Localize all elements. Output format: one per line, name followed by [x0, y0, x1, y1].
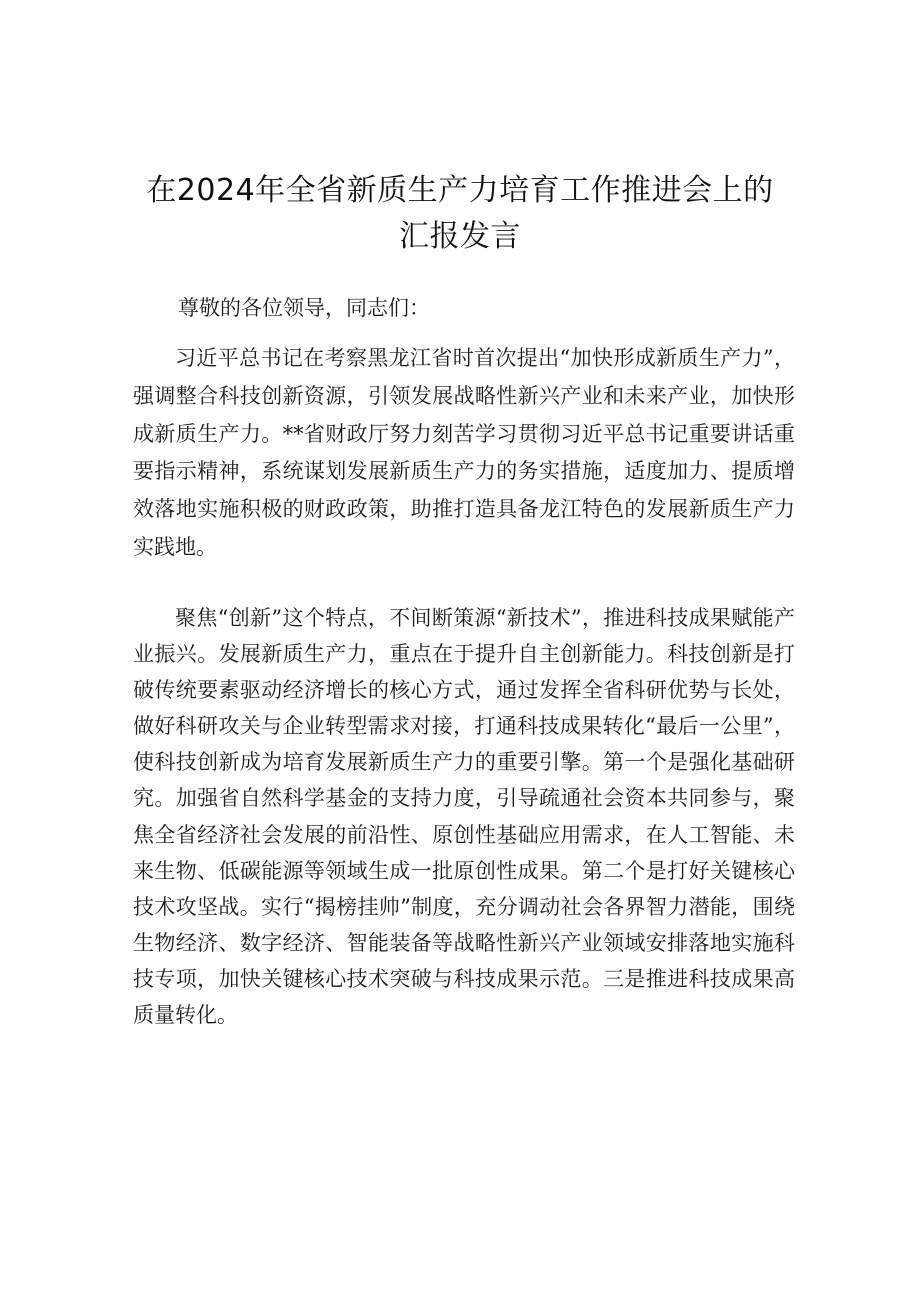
paragraph-2: 聚焦“创新”这个特点，不间断策源“新技术”，推进科技成果赋能产业振兴。发展新质生产力，重点在于提升自主创新能力。科技创新是打破传统要素驱动经济增长的核心方式，通过发挥全省科研优势与长处，做好科研攻关与企业转型需求对接，打通科技成果转化“最后一公里”，使科技创新成为培育发展新质生产力的重要引擎。第一个是强化基础研究。加强省自然科学基金的支持力度，引导疏通社会资本共同参与，聚焦全省经济社会发展的前沿性、原创性基础应用需求，在人工智能、未来生物、低碳能源等领域生成一批原创性成果。第二个是打好关键核心技术攻坚战。实行“揭榜挂帅”制度，充分调动社会各界智力潜能，围绕生物经济、数字经济、智能装备等战略性新兴产业领域安排落地实施科技专项，加快关键核心技术突破与科技成果示范。三是推进科技成果高质量转化。 — [133, 606, 795, 1028]
salutation: 尊敬的各位领导，同志们： — [178, 296, 430, 320]
title-line-1: 在2024年全省新质生产力培育工作推进会上的 — [146, 173, 774, 208]
title-line-2: 汇报发言 — [399, 219, 521, 254]
document-title — [0, 168, 920, 260]
paragraph-1: 习近平总书记在考察黑龙江省时首次提出“加快形成新质生产力”，强调整合科技创新资源，引领发展战略性新兴产业和未来产业，加快形成新质生产力。**省财政厅努力刻苦学习贯彻习近平总书记重要讲话重要指示精神，系统谋划发展新质生产力的务实措施，适度加力、提质增效落地实施积极的财政政策，助推打造具备龙江特色的发展新质生产力实践地。 — [133, 346, 795, 559]
